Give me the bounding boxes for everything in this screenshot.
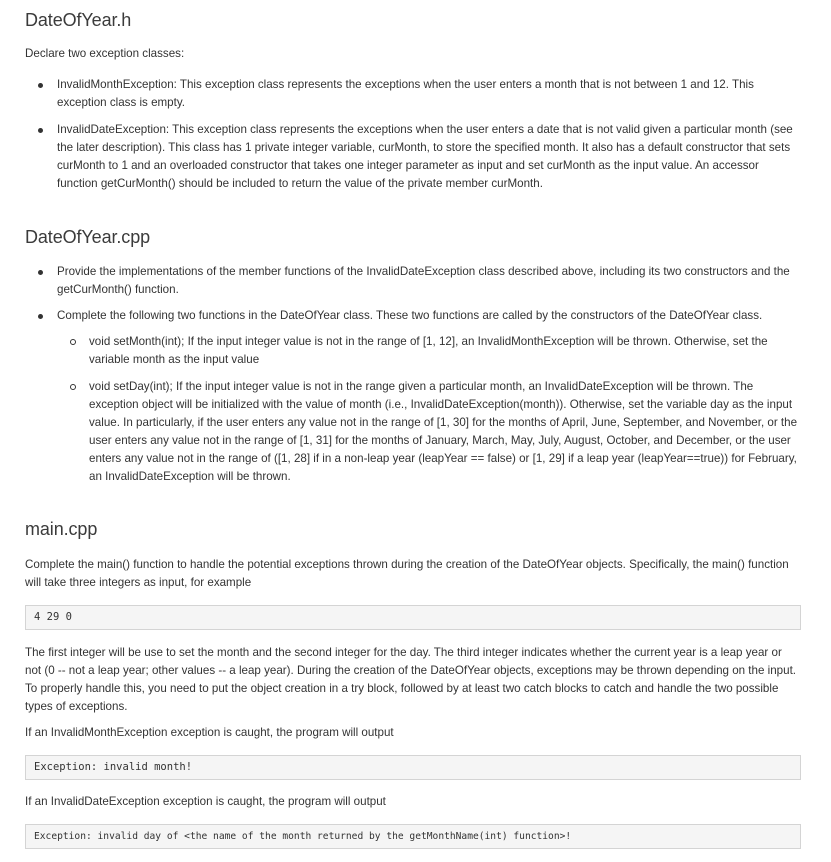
section1-bullet-list <box>25 76 801 193</box>
bullet-complete-functions-text: Complete the following two functions in the DateOfYear class. These two functions are called by the constructors of the DateOfYear class. <box>57 309 763 322</box>
sub-bullet-set-month: void setMonth(int); If the input integer value is not in the range of [1, 12], an InvalidMonthException will be thrown. Otherwise, set the variable month as the input value <box>57 333 801 369</box>
code-block-month-output: Exception: invalid month! <box>25 755 801 780</box>
heading-main-cpp: main.cpp <box>25 519 98 539</box>
bullet-complete-functions <box>25 307 801 486</box>
heading-dateofyear-h: DateOfYear.h <box>25 10 132 30</box>
sub-bullet-set-day: void setDay(int); If the input integer value is not in the range given a particular month, an InvalidDateException will be thrown. The exception object will be initialized with the value of month (i.e., InvalidDateException(month)). Otherwise, set the variable day as the input value. In particularly, if the user enters any value not in the range of [1, 30] for the months of April, June, September, and November, or the user enters any value not in the range of [1, 31] for the months of January, March, May, July, August, October, and December, or the user enters any value not in the range of ([1, 28] if in a non-leap year (leapYear == false) or [1, 29] if a leap year (leapYear==true)) for February, an InvalidDateException will be thrown. <box>57 378 801 486</box>
heading-dateofyear-cpp: DateOfYear.cpp <box>25 227 151 247</box>
bullet-implementations: Provide the implementations of the member functions of the InvalidDateException class described above, including its two constructors and the getCurMonth() function. <box>25 263 801 299</box>
section3-intro: Complete the main() function to handle the potential exceptions thrown during the creation of the DateOfYear objects. Specifically, the main() function will take three integers as input, for example <box>25 558 789 589</box>
section1-intro: Declare two exception classes: <box>25 47 185 60</box>
code-block-date-output: Exception: invalid day of <the name of the month returned by the getMonthName(int) function>! <box>25 824 801 849</box>
bullet-invalid-month-exception: InvalidMonthException: This exception class represents the exceptions when the user enters a month that is not between 1 and 12. This exception class is empty. <box>25 76 801 112</box>
date-exception-caught-text: If an InvalidDateException exception is caught, the program will output <box>25 795 386 808</box>
month-exception-caught-text: If an InvalidMonthException exception is caught, the program will output <box>25 726 394 739</box>
section2-sub-bullet-list <box>57 333 801 486</box>
section3-explanation: The first integer will be use to set the month and the second integer for the day. The third integer indicates whether the current year is a leap year or not (0 -- not a leap year; other values -- a leap year). During the creation of the DateOfYear objects, exceptions may be thrown depending on the input. To properly handle this, you need to put the object creation in a try block, followed by at least two catch blocks to catch and handle the two possible types of exceptions. <box>25 646 797 713</box>
code-block-input: 4 29 0 <box>25 605 801 630</box>
section2-bullet-list <box>25 263 801 486</box>
bullet-invalid-date-exception: InvalidDateException: This exception class represents the exceptions when the user enters a date that is not valid given a particular month (see the later description). This class has 1 private integer variable, curMonth, to store the specified month. It also has a default constructor that sets curMonth to 1 and an overloaded constructor that takes one integer parameter as input and set curMonth as the input value. An accessor function getCurMonth() should be included to return the value of the private member curMonth. <box>25 121 801 193</box>
